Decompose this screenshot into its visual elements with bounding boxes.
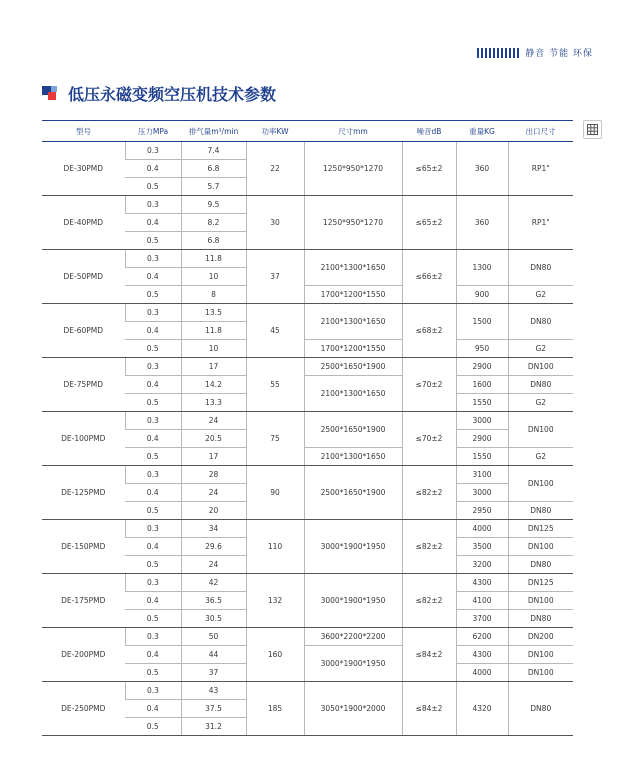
power-cell: 37 (246, 250, 304, 304)
weight-cell: 1600 (456, 376, 508, 394)
size-cell: 1250*950*1270 (304, 196, 402, 250)
model-cell: DE-250PMD (42, 682, 125, 736)
pressure-cell: 0.3 (125, 250, 181, 268)
table-row (42, 520, 573, 538)
noise-cell: ≤70±2 (402, 412, 456, 466)
power-cell: 110 (246, 520, 304, 574)
spec-table (42, 120, 573, 736)
pressure-cell: 0.4 (125, 268, 181, 286)
noise-cell: ≤70±2 (402, 358, 456, 412)
table-row (42, 142, 573, 160)
pressure-cell: 0.3 (125, 574, 181, 592)
weight-cell: 4100 (456, 592, 508, 610)
model-cell: DE-100PMD (42, 412, 125, 466)
pressure-cell: 0.5 (125, 610, 181, 628)
power-cell: 75 (246, 412, 304, 466)
pressure-cell: 0.5 (125, 448, 181, 466)
pressure-cell: 0.4 (125, 646, 181, 664)
pressure-cell: 0.4 (125, 376, 181, 394)
outlet-cell: DN80 (508, 304, 573, 340)
noise-cell: ≤84±2 (402, 682, 456, 736)
outlet-cell: DN100 (508, 592, 573, 610)
weight-cell: 3200 (456, 556, 508, 574)
weight-cell: 2950 (456, 502, 508, 520)
model-cell: DE-75PMD (42, 358, 125, 412)
size-cell: 3600*2200*2200 (304, 628, 402, 646)
flow-cell: 9.5 (181, 196, 246, 214)
weight-cell: 1500 (456, 304, 508, 340)
model-cell: DE-200PMD (42, 628, 125, 682)
table-row (42, 304, 573, 322)
outlet-cell: DN100 (508, 646, 573, 664)
model-cell: DE-60PMD (42, 304, 125, 358)
size-cell: 1700*1200*1550 (304, 286, 402, 304)
power-cell: 30 (246, 196, 304, 250)
outlet-cell: DN80 (508, 682, 573, 736)
size-cell: 2100*1300*1650 (304, 376, 402, 412)
outlet-cell: DN100 (508, 412, 573, 448)
outlet-cell: G2 (508, 394, 573, 412)
flow-cell: 11.8 (181, 250, 246, 268)
weight-cell: 4320 (456, 682, 508, 736)
table-row (42, 358, 573, 376)
weight-cell: 3700 (456, 610, 508, 628)
model-cell: DE-150PMD (42, 520, 125, 574)
flow-cell: 13.3 (181, 394, 246, 412)
pressure-cell: 0.5 (125, 664, 181, 682)
flow-cell: 31.2 (181, 718, 246, 736)
table-header-row (42, 121, 573, 142)
pressure-cell: 0.3 (125, 142, 181, 160)
size-cell: 1700*1200*1550 (304, 340, 402, 358)
pressure-cell: 0.5 (125, 556, 181, 574)
flow-cell: 28 (181, 466, 246, 484)
power-cell: 22 (246, 142, 304, 196)
flow-cell: 44 (181, 646, 246, 664)
header-noise: 噪音dB (402, 121, 456, 142)
pressure-cell: 0.4 (125, 484, 181, 502)
pressure-cell: 0.3 (125, 628, 181, 646)
noise-cell: ≤82±2 (402, 466, 456, 520)
outlet-cell: DN80 (508, 376, 573, 394)
table-row (42, 466, 573, 484)
power-cell: 132 (246, 574, 304, 628)
weight-cell: 950 (456, 340, 508, 358)
flow-cell: 43 (181, 682, 246, 700)
size-cell: 2500*1650*1900 (304, 358, 402, 376)
pressure-cell: 0.3 (125, 682, 181, 700)
header-outlet: 出口尺寸 (508, 121, 573, 142)
flow-cell: 10 (181, 268, 246, 286)
flow-cell: 36.5 (181, 592, 246, 610)
stripes-decoration (477, 48, 519, 58)
noise-cell: ≤82±2 (402, 520, 456, 574)
title-row (42, 82, 276, 105)
pressure-cell: 0.4 (125, 700, 181, 718)
pressure-cell: 0.5 (125, 718, 181, 736)
title-squares-icon (42, 86, 60, 102)
pressure-cell: 0.5 (125, 286, 181, 304)
pressure-cell: 0.5 (125, 502, 181, 520)
pressure-cell: 0.3 (125, 412, 181, 430)
weight-cell: 3500 (456, 538, 508, 556)
size-cell: 3050*1900*2000 (304, 682, 402, 736)
weight-cell: 4000 (456, 664, 508, 682)
outlet-cell: G2 (508, 448, 573, 466)
flow-cell: 7.4 (181, 142, 246, 160)
outlet-cell: DN100 (508, 358, 573, 376)
model-cell: DE-40PMD (42, 196, 125, 250)
weight-cell: 3000 (456, 484, 508, 502)
weight-cell: 3100 (456, 466, 508, 484)
model-cell: DE-175PMD (42, 574, 125, 628)
pressure-cell: 0.3 (125, 358, 181, 376)
weight-cell: 3000 (456, 412, 508, 430)
outlet-cell: DN200 (508, 628, 573, 646)
size-cell: 2100*1300*1650 (304, 448, 402, 466)
table-row (42, 196, 573, 214)
weight-cell: 360 (456, 142, 508, 196)
header-tag (477, 46, 593, 59)
header-size: 尺寸mm (304, 121, 402, 142)
flow-cell: 6.8 (181, 160, 246, 178)
flow-cell: 30.5 (181, 610, 246, 628)
size-cell: 2100*1300*1650 (304, 250, 402, 286)
weight-cell: 1550 (456, 448, 508, 466)
pressure-cell: 0.4 (125, 214, 181, 232)
size-cell: 3000*1900*1950 (304, 574, 402, 628)
weight-cell: 4000 (456, 520, 508, 538)
pressure-cell: 0.3 (125, 196, 181, 214)
flow-cell: 37 (181, 664, 246, 682)
outlet-cell: G2 (508, 286, 573, 304)
size-cell: 2100*1300*1650 (304, 304, 402, 340)
outlet-cell: RP1" (508, 196, 573, 250)
weight-cell: 360 (456, 196, 508, 250)
flow-cell: 6.8 (181, 232, 246, 250)
pressure-cell: 0.3 (125, 304, 181, 322)
table-row (42, 628, 573, 646)
flow-cell: 17 (181, 358, 246, 376)
size-cell: 3000*1900*1950 (304, 646, 402, 682)
pressure-cell: 0.5 (125, 178, 181, 196)
weight-cell: 1550 (456, 394, 508, 412)
table-row (42, 682, 573, 700)
pressure-cell: 0.5 (125, 394, 181, 412)
noise-cell: ≤65±2 (402, 142, 456, 196)
flow-cell: 37.5 (181, 700, 246, 718)
flow-cell: 13.5 (181, 304, 246, 322)
power-cell: 90 (246, 466, 304, 520)
outlet-cell: DN80 (508, 556, 573, 574)
flow-cell: 11.8 (181, 322, 246, 340)
outlet-cell: DN125 (508, 520, 573, 538)
outlet-cell: DN100 (508, 664, 573, 682)
outlet-cell: DN80 (508, 610, 573, 628)
model-cell: DE-50PMD (42, 250, 125, 304)
pressure-cell: 0.5 (125, 232, 181, 250)
size-cell: 3000*1900*1950 (304, 520, 402, 574)
weight-cell: 900 (456, 286, 508, 304)
pressure-cell: 0.3 (125, 520, 181, 538)
noise-cell: ≤65±2 (402, 196, 456, 250)
flow-cell: 8 (181, 286, 246, 304)
model-cell: DE-125PMD (42, 466, 125, 520)
weight-cell: 4300 (456, 574, 508, 592)
flow-cell: 24 (181, 412, 246, 430)
outlet-cell: G2 (508, 340, 573, 358)
page-title: 低压永磁变频空压机技术参数 (68, 85, 277, 104)
size-cell: 2500*1650*1900 (304, 412, 402, 448)
outlet-cell: RP1" (508, 142, 573, 196)
header-power: 功率KW (246, 121, 304, 142)
power-cell: 45 (246, 304, 304, 358)
noise-cell: ≤66±2 (402, 250, 456, 304)
power-cell: 185 (246, 682, 304, 736)
weight-cell: 1300 (456, 250, 508, 286)
outlet-cell: DN80 (508, 502, 573, 520)
size-cell: 1250*950*1270 (304, 142, 402, 196)
power-cell: 160 (246, 628, 304, 682)
header-model: 型号 (42, 121, 125, 142)
pressure-cell: 0.4 (125, 592, 181, 610)
pressure-cell: 0.4 (125, 430, 181, 448)
pressure-cell: 0.4 (125, 322, 181, 340)
pressure-cell: 0.3 (125, 466, 181, 484)
noise-cell: ≤82±2 (402, 574, 456, 628)
flow-cell: 14.2 (181, 376, 246, 394)
flow-cell: 24 (181, 484, 246, 502)
outlet-cell: DN80 (508, 250, 573, 286)
table-grid-icon[interactable] (583, 120, 602, 139)
flow-cell: 5.7 (181, 178, 246, 196)
flow-cell: 8.2 (181, 214, 246, 232)
noise-cell: ≤68±2 (402, 304, 456, 358)
flow-cell: 29.6 (181, 538, 246, 556)
weight-cell: 6200 (456, 628, 508, 646)
pressure-cell: 0.5 (125, 340, 181, 358)
table-row (42, 412, 573, 430)
outlet-cell: DN100 (508, 466, 573, 502)
power-cell: 55 (246, 358, 304, 412)
flow-cell: 20 (181, 502, 246, 520)
pressure-cell: 0.4 (125, 538, 181, 556)
size-cell: 2500*1650*1900 (304, 466, 402, 520)
flow-cell: 42 (181, 574, 246, 592)
noise-cell: ≤84±2 (402, 628, 456, 682)
flow-cell: 17 (181, 448, 246, 466)
model-cell: DE-30PMD (42, 142, 125, 196)
weight-cell: 2900 (456, 430, 508, 448)
pressure-cell: 0.4 (125, 160, 181, 178)
header-pressure: 压力MPa (125, 121, 181, 142)
table-row (42, 574, 573, 592)
header-tag-text: 静音 节能 环保 (525, 49, 593, 59)
flow-cell: 24 (181, 556, 246, 574)
outlet-cell: DN125 (508, 574, 573, 592)
flow-cell: 34 (181, 520, 246, 538)
header-weight: 重量KG (456, 121, 508, 142)
outlet-cell: DN100 (508, 538, 573, 556)
table-row (42, 250, 573, 268)
flow-cell: 10 (181, 340, 246, 358)
flow-cell: 50 (181, 628, 246, 646)
flow-cell: 20.5 (181, 430, 246, 448)
weight-cell: 2900 (456, 358, 508, 376)
weight-cell: 4300 (456, 646, 508, 664)
header-flow: 排气量m³/min (181, 121, 246, 142)
